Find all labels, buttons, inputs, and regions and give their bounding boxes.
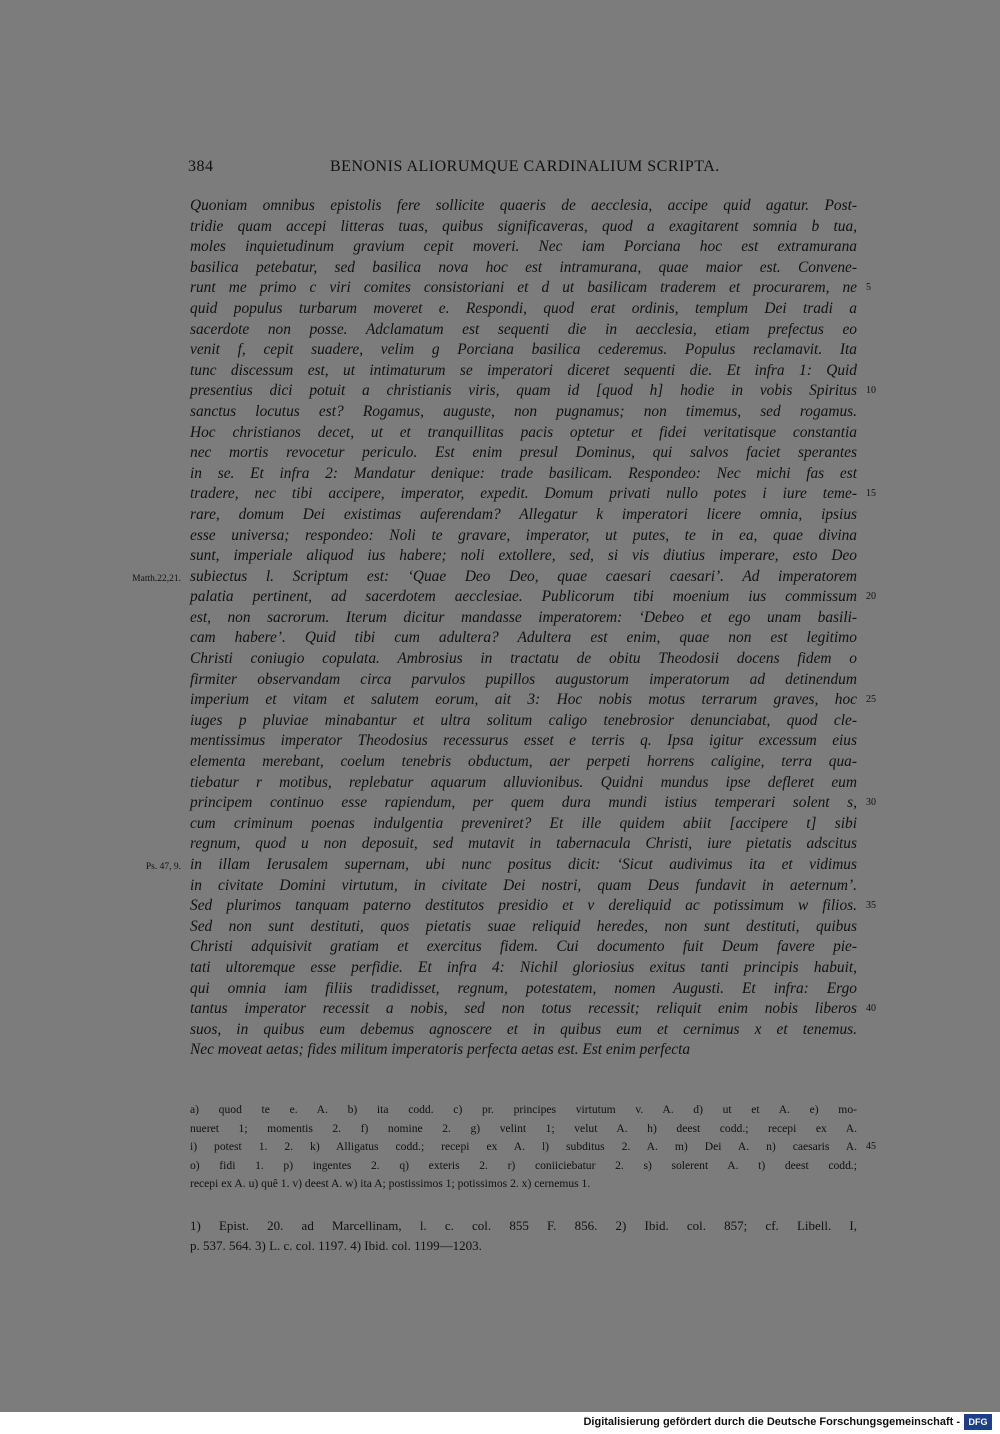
note-line [190, 1236, 857, 1256]
text-line-text: quid populus turbarum moveret e. Respondi, quod erat ordinis, templum Dei tradi a [190, 299, 857, 317]
text-line [190, 876, 857, 897]
text-line [190, 258, 857, 279]
text-line [190, 320, 857, 341]
text-line-text: elementa merebant, coelum tenebris obductum, aer perpeti horrens caligine, terra qua- [190, 753, 857, 771]
text-line [190, 299, 857, 320]
text-line-text: suos, in quibus eum debemus agnoscere et in quibus eum et cernimus x et tenemus. [190, 1020, 857, 1038]
line-number: 20 [866, 591, 876, 603]
line-number: 5 [866, 282, 871, 294]
text-line-text: cum criminum poenas indulgentia preveniret? Et ille quidem abiit [accipere t] sibi [190, 814, 857, 832]
text-line [190, 196, 857, 217]
apparatus-line-text: a) quod te e. A. b) ita codd. c) pr. principes virtutum v. A. d) ut et A. e) mo- [190, 1103, 857, 1116]
text-line [190, 1040, 857, 1061]
text-line-text: moles inquietudinum gravium cepit moveri. Nec iam Porciana hoc est extramurana [190, 238, 857, 256]
text-line [190, 773, 857, 794]
note-line [190, 1216, 857, 1236]
note-line-text: p. 537. 564. 3) L. c. col. 1197. 4) Ibid. col. 1199—1203. [190, 1238, 482, 1253]
text-line [190, 731, 857, 752]
text-line-text: tradere, nec tibi accipere, imperator, expedit. Domum privati nullo potes i iure teme- [190, 485, 857, 503]
text-line [190, 526, 857, 547]
digitization-credit: Digitalisierung gefördert durch die Deutsche Forschungsgemeinschaft - [583, 1416, 960, 1428]
text-line-text: qui omnia iam filiis tradidisset, regnum, potestatem, nomen Augusti. Et infra: Ergo [190, 979, 857, 997]
text-line-text: presentius dici potuit a christianis viris, quam id [quod h] hodie in vobis Spiritus [190, 382, 857, 400]
text-line [190, 608, 857, 629]
note-line-text: 1) Epist. 20. ad Marcellinam, l. c. col. 855 F. 856. 2) Ibid. col. 857; cf. Libell. I, [190, 1218, 857, 1233]
text-line [190, 999, 876, 1020]
text-line [190, 1020, 857, 1041]
text-line [190, 217, 857, 238]
text-line [190, 917, 857, 938]
text-line-text: in illam Ierusalem supernam, ubi nunc positus dicit: ‘Sicut audivimus ita et vidimus [190, 856, 857, 873]
text-line [190, 793, 876, 814]
text-line-text: venit f, cepit suadere, velim g Porciana basilica cederemus. Populus reclamavit. Ita [190, 341, 857, 359]
text-line-text: in civitate Domini virtutum, in civitate Dei nostri, quam Deus fundavit in aeternum’. [190, 876, 857, 894]
text-line-text: sanctus locutus est? Rogamus, auguste, non pugnamus; non timemus, sed rogamus. [190, 402, 857, 420]
apparatus-line-text: recepi ex A. u) quê 1. v) deest A. w) ita A; postissimos 1; potissimos 2. x) cernemus 1. [190, 1177, 591, 1190]
text-line-text: Christi adquisivit gratiam et exercitus fidem. Cui documento fuit Deum favere pie- [190, 938, 857, 956]
apparatus-line [190, 1175, 857, 1194]
text-line-text: Sed non sunt destituti, quos pietatis suae reliquid heredes, non sunt destituti, quibus [190, 917, 857, 935]
critical-apparatus [190, 1101, 876, 1194]
footer-bar [0, 1412, 1000, 1434]
text-line-text: firmiter observandam circa parvulos pupillos augustorum imperatorum ad detinendum [190, 670, 857, 688]
text-line-text: Hoc christianos decet, ut et tranquillitas pacis optetur et fidei veritatisque constantia [190, 423, 857, 441]
source-notes [190, 1216, 857, 1256]
text-line [190, 752, 857, 773]
text-line-text: basilica petebatur, sed basilica nova hoc est intramurana, quae maior est. Convene- [190, 258, 857, 276]
text-line-text: nec mortis revocetur periculo. Est enim presul Dominus, qui salvos faciet sperantes [190, 444, 857, 462]
text-line [190, 443, 857, 464]
line-number: 45 [866, 1141, 876, 1152]
dfg-logo: DFG [964, 1414, 992, 1430]
text-line [190, 381, 876, 402]
text-line [190, 340, 857, 361]
text-line-text: regnum, quod u non deposuit, sed mutavit in tabernacula Christi, iure pietatis adscitus [190, 835, 857, 853]
text-line [190, 670, 857, 691]
line-number: 15 [866, 488, 876, 500]
text-line-text: mentissimus imperator Theodosius recessurus esset e terris q. Ipsa igitur excessum eius [190, 732, 857, 750]
apparatus-line [190, 1157, 857, 1176]
text-line-text: palatia pertinent, ad sacerdotem aecclesiae. Publicorum tibi moenium ius commissum [190, 588, 857, 606]
text-line-text: principem continuo esse rapiendum, per quem dura mundi istius temperari solent s, [190, 794, 857, 812]
apparatus-line-text: o) fidi 1. p) ingentes 2. q) exteris 2. r) coniiciebatur 2. s) solerent A. t) deest codd.; [190, 1158, 857, 1172]
margin-reference: Matth.22,21. [132, 573, 181, 584]
text-line-text: Christi coniugio copulata. Ambrosius in tractatu de obitu Theodosii docens fidem o [190, 650, 857, 668]
text-line-text: Quoniam omnibus epistolis fere sollicite quaeris de aecclesia, accipe quid agatur. Post- [190, 197, 857, 214]
text-line [190, 484, 876, 505]
text-line [190, 361, 857, 382]
text-line [190, 587, 876, 608]
text-line-text: tridie quam accepi litteras tuas, quibus significaveras, quod a exagitarent somnia b tua, [190, 217, 857, 235]
apparatus-line [190, 1120, 857, 1139]
text-line-text: est, non sacrorum. Iterum dicitur mandasse imperatorem: ‘Debeo et ego unam basili- [190, 608, 857, 626]
text-line-text: in se. Et infra 2: Mandatur denique: trade basilicam. Respondeo: Nec michi fas est [190, 464, 857, 482]
text-line-text: tantus imperator recessit a nobis, sed non totus recessit; reliquit enim nobis liberos [190, 1000, 857, 1018]
line-number: 30 [866, 797, 876, 809]
text-line [190, 711, 857, 732]
text-line-text: Sed plurimos tanquam paterno destitutos presidio et v dereliquid ac potissimum w filios. [190, 897, 857, 915]
text-line [132, 567, 857, 588]
text-line [190, 896, 876, 917]
line-number: 10 [866, 385, 876, 397]
text-line-text: imperium et vitam et salutem eorum, ait 3: Hoc nobis motus terrarum graves, hoc [190, 691, 857, 709]
text-line-text: sacerdote non posse. Adclamatum est sequenti die in aecclesia, etiam prefectus eo [190, 320, 857, 338]
apparatus-line [190, 1138, 876, 1157]
text-line [190, 628, 857, 649]
text-line-text: esse universa; respondeo: Noli te gravare, imperator, ut putes, te in ea, quae divina [190, 526, 857, 544]
apparatus-line [190, 1101, 857, 1120]
running-title: BENONIS ALIORUMQUE CARDINALIUM SCRIPTA. [330, 158, 720, 175]
text-line-text: Nec moveat aetas; fides militum imperatoris perfecta aetas est. Est enim perfecta [190, 1041, 691, 1059]
text-line [190, 834, 857, 855]
text-line [190, 958, 857, 979]
text-line [190, 979, 857, 1000]
text-line-text: rare, domum Dei existimas auferendam? Allegatur k imperatori licere omnia, ipsius [190, 505, 857, 523]
line-number: 40 [866, 1003, 876, 1015]
text-line [190, 402, 857, 423]
apparatus-line-text: nueret 1; momentis 2. f) nomine 2. g) velint 1; velut A. h) deest codd.; recepi ex A. [190, 1121, 857, 1135]
text-line-text: tunc discessum est, ut intimaturum se imperatori diceret sequenti die. Et infra 1: Quid [190, 361, 857, 379]
text-line [190, 937, 857, 958]
text-line [145, 855, 857, 876]
text-line-text: tati ultoremque esse perfidie. Et infra 4: Nichil gloriosius exitus tanti principis habuit, [190, 958, 857, 976]
page-number: 384 [188, 158, 214, 175]
text-line-text: iuges p pluviae minabantur et ultra solitum caligo tenebrosior denunciabat, quod cle- [190, 711, 857, 729]
line-number: 35 [866, 900, 876, 912]
text-line [190, 278, 871, 299]
apparatus-line-text: i) potest 1. 2. k) Alligatus codd.; recepi ex A. l) subditus 2. A. m) Dei A. n) caesaris A. [190, 1140, 857, 1153]
line-number: 25 [866, 694, 876, 706]
text-line [190, 423, 857, 444]
text-line [190, 505, 857, 526]
text-line [190, 464, 857, 485]
text-line [190, 237, 857, 258]
text-line-text: tiebatur r motibus, replebatur aquarum alluvionibus. Quidni mundus ipse defleret eum [190, 773, 857, 791]
text-line-text: cam habere’. Quid tibi cum adultera? Adultera est enim, quae non est legitimo [190, 629, 857, 647]
text-line-text: runt me primo c viri comites consistoriani et d ut basilicam traderem et procurarem, ne [190, 279, 857, 297]
text-line-text: sunt, imperiale aliquod ius habere; noli extollere, sed, si vis diutius imperare, esto Deo [190, 547, 857, 565]
text-line-text: subiectus l. Scriptum est: ‘Quae Deo Deo, quae caesari caesari’. Ad imperatorem [190, 567, 857, 585]
text-line [190, 546, 857, 567]
text-line [190, 649, 857, 670]
text-line [190, 690, 876, 711]
main-text [132, 196, 876, 1061]
text-line [190, 814, 857, 835]
margin-reference: Ps. 47, 9. [145, 862, 181, 872]
